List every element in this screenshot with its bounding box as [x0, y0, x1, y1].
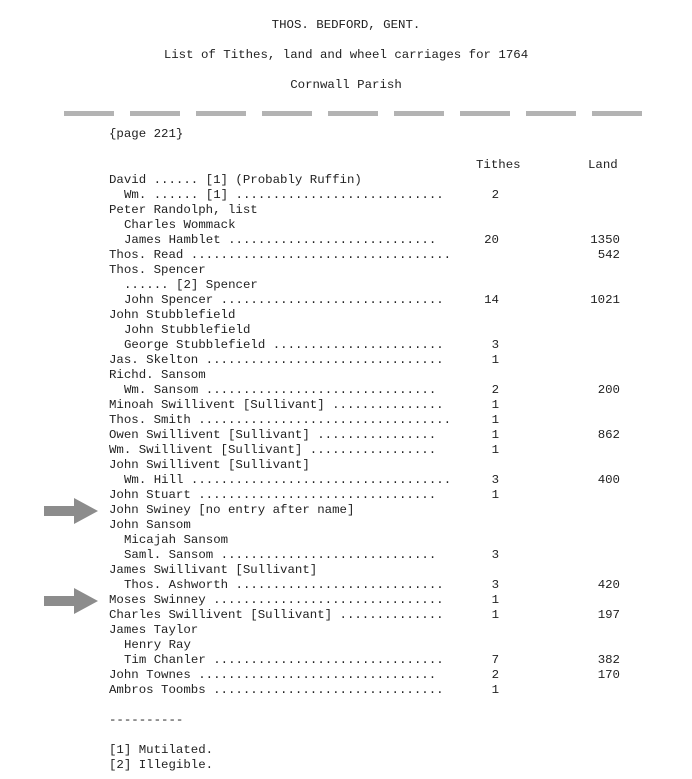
entry-name: John Sansom [109, 518, 191, 532]
entry-land: 420 [597, 578, 620, 592]
arrow-right-icon [44, 498, 98, 524]
entry-land: 542 [597, 248, 620, 262]
entry-land: 1350 [590, 233, 620, 247]
entry-tithes: 2 [491, 668, 499, 682]
entry-name: Wm. ...... [1] ............................ [124, 188, 444, 202]
entry-name: Richd. Sansom [109, 368, 206, 382]
entry-name: James Taylor [109, 623, 199, 637]
list-row [109, 293, 629, 308]
entry-tithes: 1 [491, 428, 499, 442]
entry-land: 170 [597, 668, 620, 682]
entry-tithes: 3 [491, 473, 499, 487]
arrow-right-icon [44, 588, 98, 614]
list-row [109, 623, 629, 638]
entry-name: Thos. Smith .................................. [109, 413, 452, 427]
entry-land: 200 [597, 383, 620, 397]
entry-name: Charles Swillivent [Sullivant] .............. [109, 608, 444, 622]
entry-name: John Swiney [no entry after name] [109, 503, 355, 517]
entry-tithes: 14 [484, 293, 499, 307]
list-row [109, 533, 629, 548]
list-row [109, 668, 629, 683]
entry-name: David ...... [1] (Probably Ruffin) [109, 173, 362, 187]
list-row [109, 278, 629, 293]
entry-tithes: 20 [484, 233, 499, 247]
entry-tithes: 2 [491, 383, 499, 397]
entry-land: 400 [597, 473, 620, 487]
list-row [109, 338, 629, 353]
entry-name: Henry Ray [124, 638, 191, 652]
list-row [109, 488, 629, 503]
list-row [109, 188, 629, 203]
entry-tithes: 1 [491, 443, 499, 457]
entry-name: Ambros Toombs ............................... [109, 683, 444, 697]
list-row [109, 593, 629, 608]
entry-name: Peter Randolph, list [109, 203, 258, 217]
list-row [109, 473, 629, 488]
list-row [109, 683, 629, 698]
entry-name: Wm. Swillivent [Sullivant] ................. [109, 443, 437, 457]
entry-tithes: 3 [491, 578, 499, 592]
list-row [109, 383, 629, 398]
list-row [109, 578, 629, 593]
footnote-2: [2] Illegible. [109, 758, 214, 772]
entry-tithes: 1 [491, 608, 499, 622]
entry-tithes: 3 [491, 338, 499, 352]
entry-name: Jas. Skelton ................................ [109, 353, 444, 367]
list-row [109, 608, 629, 623]
entry-name: Thos. Read ................................... [109, 248, 452, 262]
list-row [109, 428, 629, 443]
list-row [109, 263, 629, 278]
entry-name: James Swillivant [Sullivant] [109, 563, 318, 577]
entry-tithes: 1 [491, 413, 499, 427]
list-row [109, 443, 629, 458]
list-row [109, 518, 629, 533]
column-header-tithes: Tithes [476, 158, 521, 172]
list-row [109, 308, 629, 323]
entry-name: Thos. Ashworth ............................ [124, 578, 444, 592]
entry-name: Wm. Hill ................................... [124, 473, 452, 487]
entry-tithes: 1 [491, 353, 499, 367]
dashed-divider [64, 111, 652, 116]
list-row [109, 653, 629, 668]
page-reference: {page 221} [109, 127, 184, 141]
list-row [109, 353, 629, 368]
list-row [109, 218, 629, 233]
entry-tithes: 2 [491, 188, 499, 202]
entry-name: Wm. Sansom ............................... [124, 383, 437, 397]
entry-tithes: 1 [491, 488, 499, 502]
entry-name: John Swillivent [Sullivant] [109, 458, 310, 472]
list-row [109, 458, 629, 473]
footnote-separator: ---------- [109, 713, 184, 727]
entry-name: John Spencer .............................. [124, 293, 444, 307]
entry-name: Saml. Sansom ............................. [124, 548, 437, 562]
footnote-1: [1] Mutilated. [109, 743, 214, 757]
list-row [109, 233, 629, 248]
entry-name: Moses Swinney ............................... [109, 593, 444, 607]
document-title: List of Tithes, land and wheel carriages for 1764 [163, 48, 529, 62]
document-author: THOS. BEDFORD, GENT. [271, 18, 421, 32]
list-row [109, 203, 629, 218]
entry-tithes: 1 [491, 593, 499, 607]
entry-land: 862 [597, 428, 620, 442]
list-row [109, 398, 629, 413]
entry-land: 382 [597, 653, 620, 667]
list-row [109, 563, 629, 578]
list-row [109, 503, 629, 518]
entry-name: Charles Wommack [124, 218, 236, 232]
entry-name: George Stubblefield ....................... [124, 338, 444, 352]
entry-name: Micajah Sansom [124, 533, 229, 547]
entry-tithes: 3 [491, 548, 499, 562]
column-header-land: Land [588, 158, 618, 172]
entry-name: John Stubblefield [109, 308, 236, 322]
list-row [109, 173, 629, 188]
entry-name: James Hamblet ............................ [124, 233, 437, 247]
entry-tithes: 7 [491, 653, 499, 667]
entry-name: Thos. Spencer [109, 263, 206, 277]
entry-name: John Stuart ................................ [109, 488, 437, 502]
entry-name: John Stubblefield [124, 323, 251, 337]
list-row [109, 368, 629, 383]
list-row [109, 248, 629, 263]
entry-name: Minoah Swillivent [Sullivant] ............... [109, 398, 444, 412]
entry-name: ...... [2] Spencer [124, 278, 258, 292]
list-row [109, 323, 629, 338]
list-row [109, 638, 629, 653]
entry-name: Owen Swillivent [Sullivant] ................ [109, 428, 437, 442]
entry-land: 197 [597, 608, 620, 622]
document-parish: Cornwall Parish [290, 78, 402, 92]
list-row [109, 413, 629, 428]
list-row [109, 548, 629, 563]
entry-name: Tim Chanler ............................... [124, 653, 444, 667]
entry-tithes: 1 [491, 398, 499, 412]
entry-land: 1021 [590, 293, 620, 307]
entry-tithes: 1 [491, 683, 499, 697]
entry-name: John Townes ................................ [109, 668, 437, 682]
